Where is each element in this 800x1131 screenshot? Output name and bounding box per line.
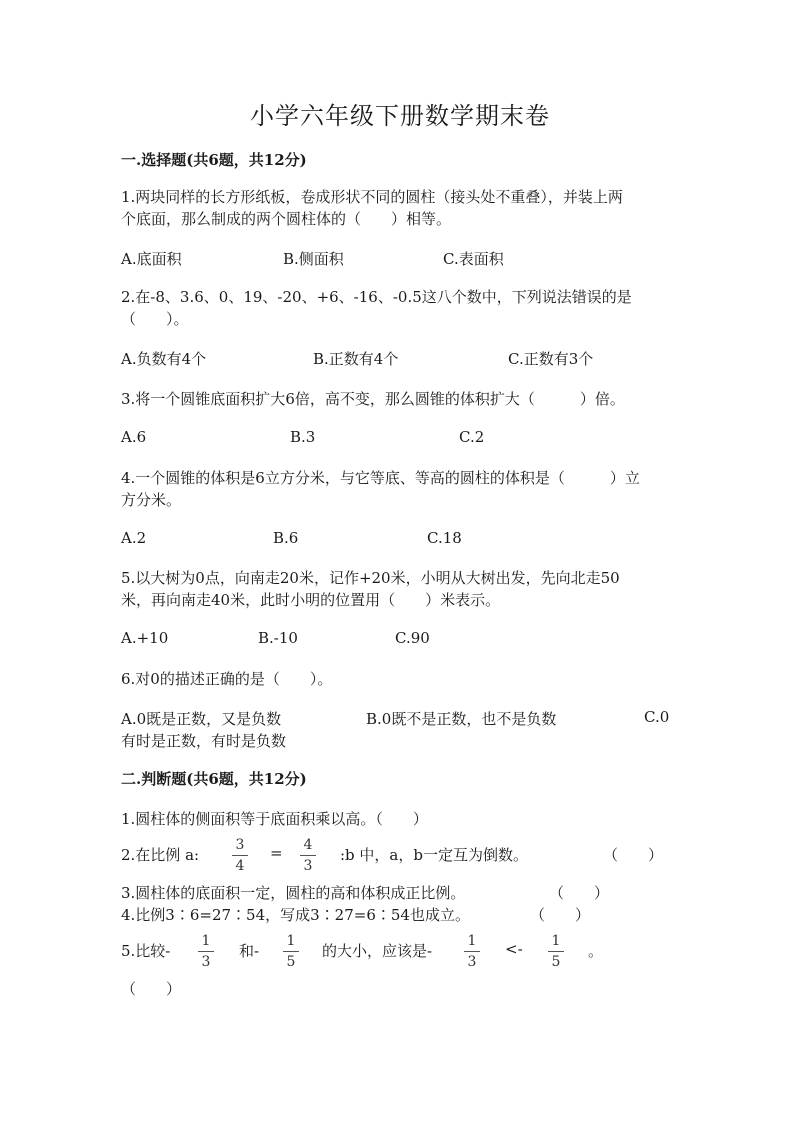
fraction-numerator: 3 [235,837,245,853]
fraction-numerator: 1 [201,933,211,949]
less-than-sign: <- [505,940,523,958]
option-b: B.0既不是正数，也不是负数 [366,710,557,728]
question-line: （ ）。 [121,310,189,328]
question-1 [121,186,686,230]
option-c: C.表面积 [443,250,504,268]
judge-q5-and: 和- [239,942,260,960]
question-2 [121,286,686,330]
fraction-bar [198,951,214,952]
question-4 [121,467,686,511]
question-5 [121,567,686,611]
judge-question-3: 3.圆柱体的底面积一定，圆柱的高和体积成正比例。 [121,884,466,902]
option-b: B.6 [273,529,299,547]
fraction-numerator: 1 [286,933,296,949]
question-line: 2.在-8、3.6、0、19、-20、+6、-16、-0.5这八个数中，下列说法错误的是 [121,288,632,306]
question-line: 个底面，那么制成的两个圆柱体的（ ）相等。 [121,210,452,228]
fraction-denominator: 4 [235,858,245,874]
question-line: 5.以大树为0点，向南走20米，记作+20米，小明从大树出发，先向北走50 [121,569,620,587]
fraction-numerator: 1 [467,933,477,949]
question-line: 4.一个圆锥的体积是6立方分米，与它等底、等高的圆柱的体积是（ ）立 [121,469,640,487]
judge-q2-prefix: 2.在比例 a: [121,846,200,864]
question-line: 6.对0的描述正确的是（ ）。 [121,670,333,688]
fraction-denominator: 3 [201,954,211,970]
option-a: A.0既是正数，又是负数 [121,710,282,728]
fraction-4-3 [298,837,318,874]
fraction-1-5 [546,933,566,970]
section-heading-choice: 一.选择题(共6题，共12分) [121,151,307,169]
answer-paren: （ ） [121,980,182,998]
equals-sign: = [270,844,283,862]
judge-q5-middle: 的大小，应该是- [322,942,433,960]
fraction-bar [300,855,316,856]
answer-paren: （ ） [603,846,664,864]
option-a: A.6 [121,428,147,446]
judge-q2-suffix: :b 中，a，b一定互为倒数。 [340,846,528,864]
judge-question-1: 1.圆柱体的侧面积等于底面积乘以高。（ ） [121,810,428,828]
judge-question-4: 4.比例3∶6=27∶54，写成3∶27=6∶54也成立。 [121,906,470,924]
option-c: C.2 [459,428,485,446]
option-a: A.+10 [121,629,169,647]
fraction-bar [464,951,480,952]
fraction-1-3 [462,933,482,970]
fraction-denominator: 3 [467,954,477,970]
page-title: 小学六年级下册数学期末卷 [250,102,550,130]
fraction-1-5 [281,933,301,970]
option-b: B.3 [290,428,316,446]
fraction-bar [283,951,299,952]
option-c-continued: 有时是正数，有时是负数 [121,732,287,750]
fraction-bar [232,855,248,856]
fraction-denominator: 3 [303,858,313,874]
option-c: C.0 [644,708,670,726]
answer-paren: （ ） [549,884,610,902]
fraction-1-3 [196,933,216,970]
option-c: C.90 [395,629,430,647]
option-b: B.正数有4个 [313,350,399,368]
judge-q5-prefix: 5.比较- [121,942,171,960]
option-c: C.18 [427,529,462,547]
fraction-bar [548,951,564,952]
answer-paren: （ ） [530,906,591,924]
option-a: A.底面积 [121,250,182,268]
question-6 [121,668,686,690]
period: 。 [588,942,604,960]
fraction-3-4 [230,837,250,874]
option-b: B.-10 [258,629,298,647]
fraction-denominator: 5 [286,954,296,970]
fraction-denominator: 5 [551,954,561,970]
question-line: 3.将一个圆锥底面积扩大6倍，高不变，那么圆锥的体积扩大（ ）倍。 [121,390,625,408]
fraction-numerator: 4 [303,837,313,853]
option-a: A.负数有4个 [121,350,207,368]
question-line: 方分米。 [121,491,182,509]
question-3 [121,388,686,410]
fraction-numerator: 1 [551,933,561,949]
section-heading-judge: 二.判断题(共6题，共12分) [121,770,307,788]
option-b: B.侧面积 [283,250,344,268]
option-c: C.正数有3个 [508,350,594,368]
question-line: 1.两块同样的长方形纸板，卷成形状不同的圆柱（接头处不重叠），并装上两 [121,188,623,206]
question-line: 米，再向南走40米，此时小明的位置用（ ）米表示。 [121,591,501,609]
option-a: A.2 [121,529,147,547]
